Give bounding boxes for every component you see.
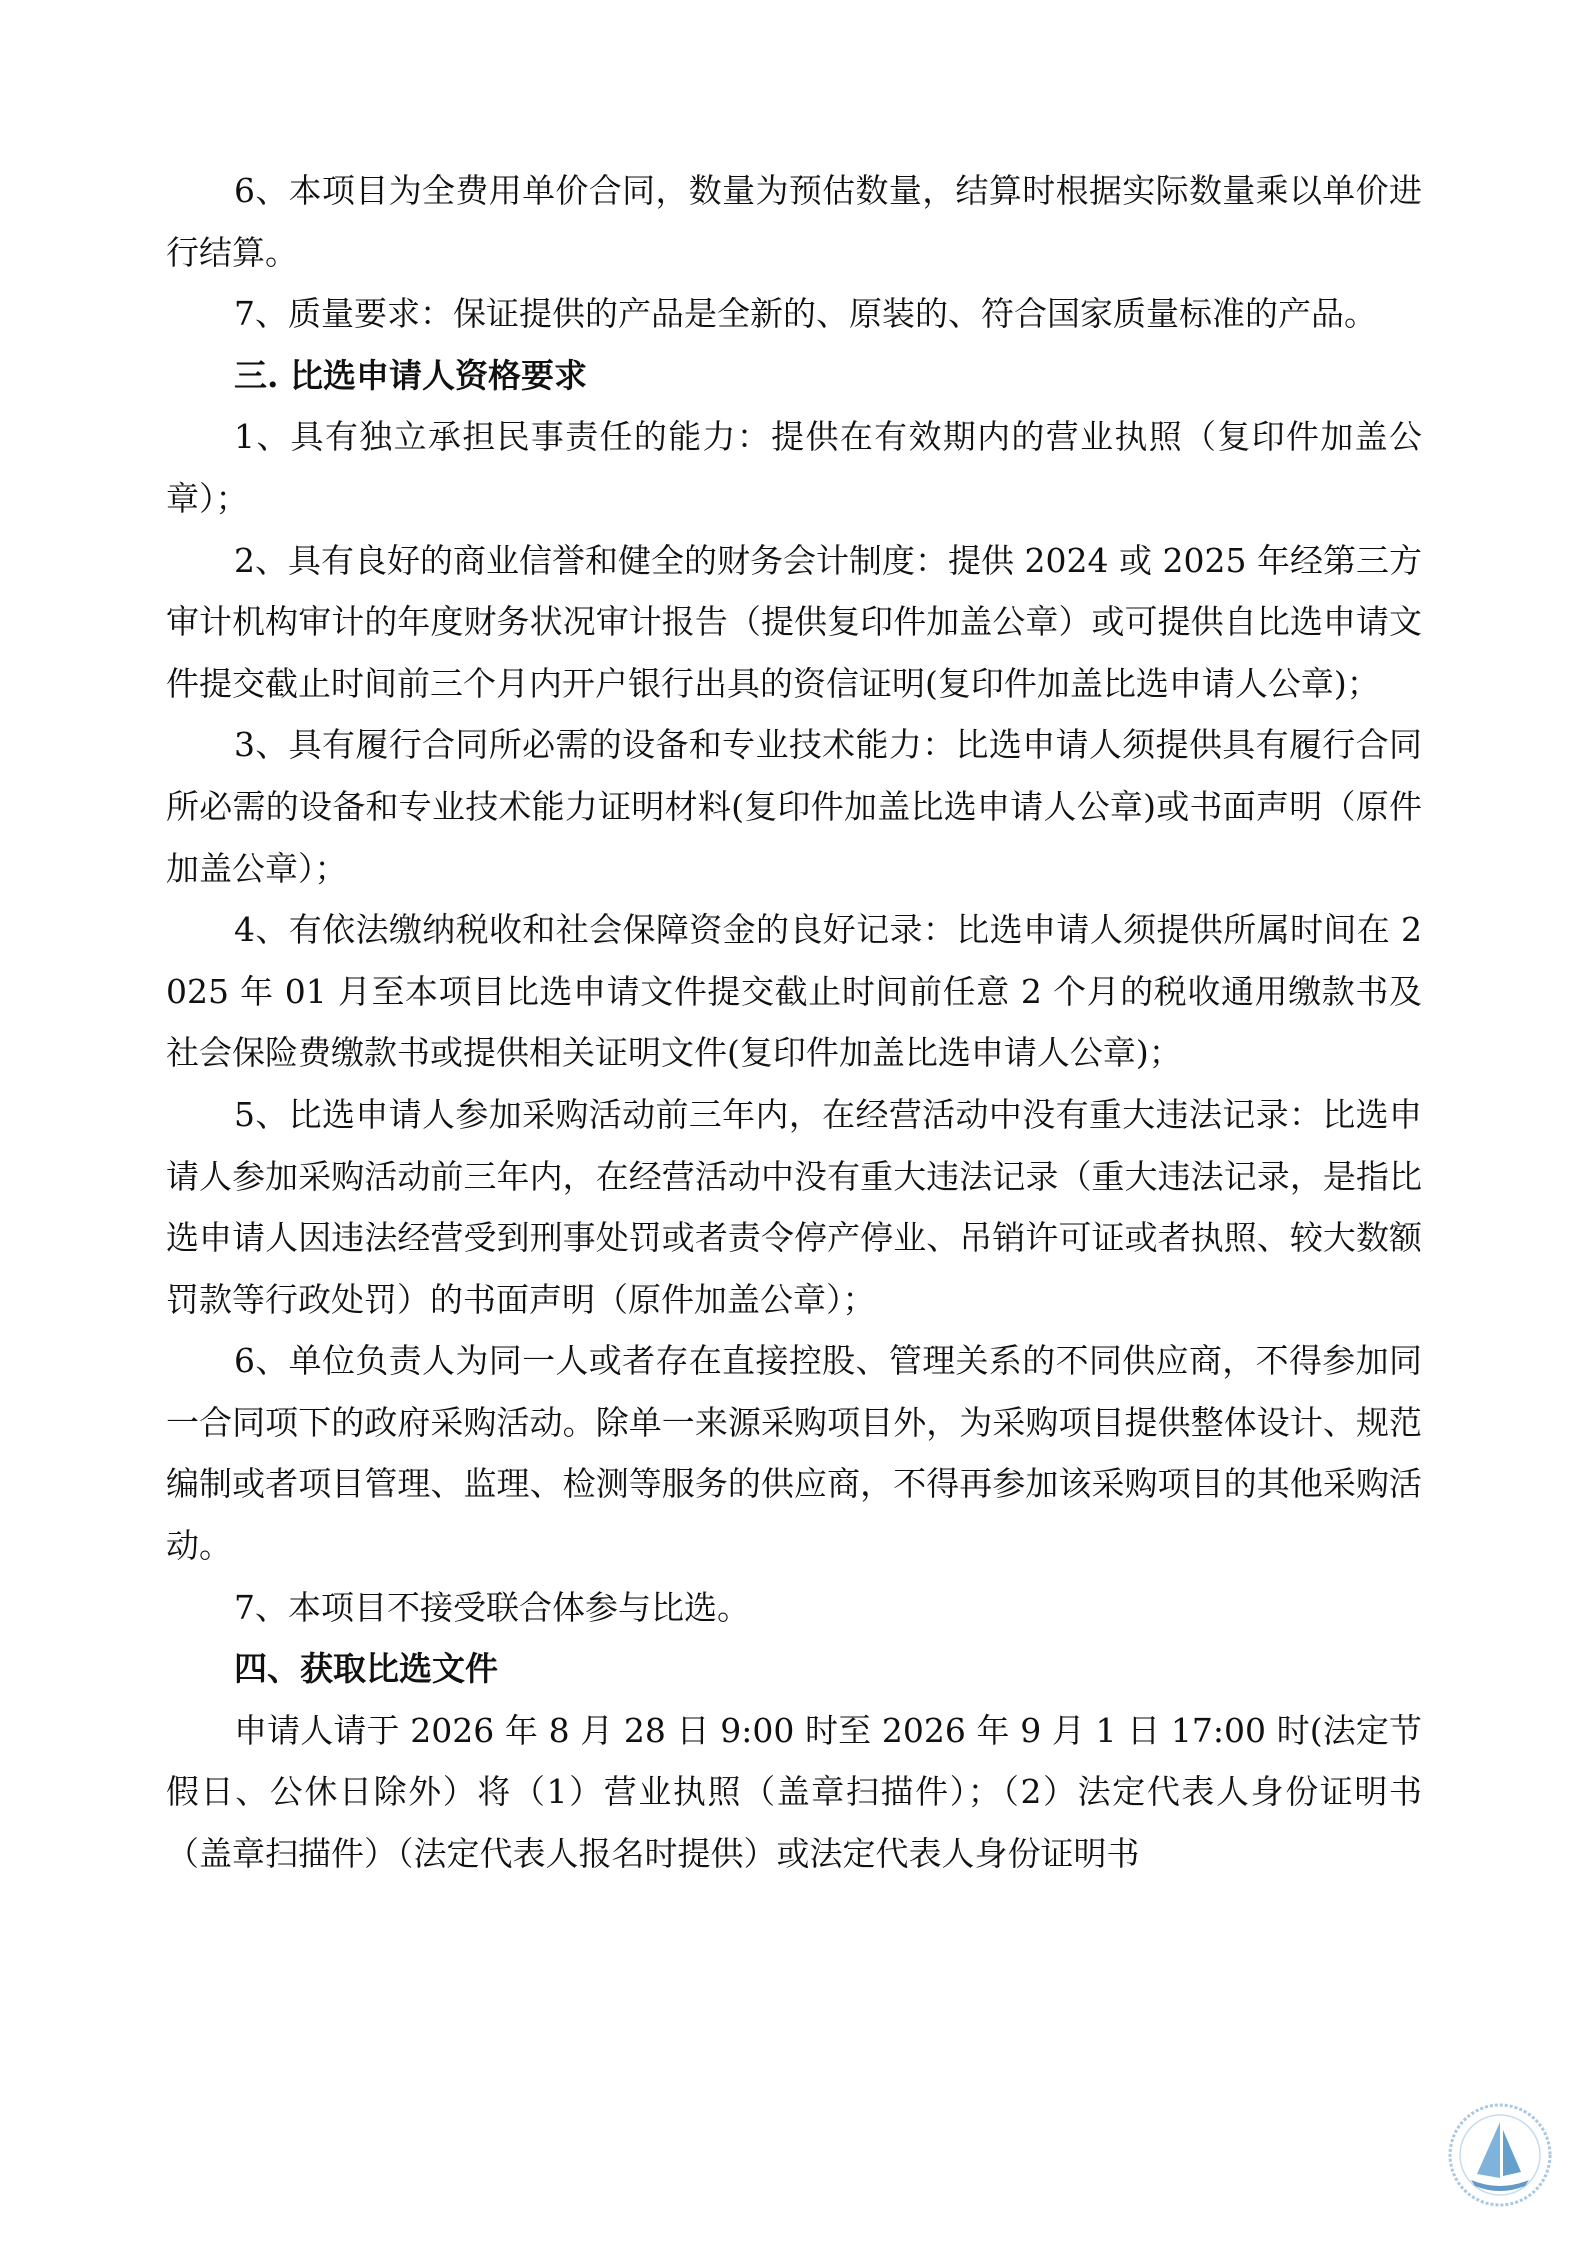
section-heading-qualifications: 三. 比选申请人资格要求	[234, 355, 587, 395]
section-heading-obtain-documents: 四、获取比选文件	[234, 1649, 498, 1689]
paragraph-qualification-5: 5、比选申请人参加采购活动前三年内，在经营活动中没有重大违法记录：比选申请人参加采购活动前三年内，在经营活动中没有重大违法记录（重大违法记录，是指比选申请人因违法经营受到刑事处罚或者责令停产停业、吊销许可证或者执照、较大数额罚款等行政处罚）的书面声明（原件加盖公章）；	[166, 1094, 1422, 1319]
paragraph-qualification-2: 2、具有良好的商业信誉和健全的财务会计制度：提供 2024 或 2025 年经第三方审计机构审计的年度财务状况审计报告（提供复印件加盖公章）或可提供自比选申请文件提交截止时间前三个月内开户银行出具的资信证明(复印件加盖比选申请人公章)；	[166, 540, 1422, 703]
paragraph-qualification-4: 4、有依法缴纳税收和社会保障资金的良好记录：比选申请人须提供所属时间在 2025 年 01 月至本项目比选申请文件提交截止时间前任意 2 个月的税收通用缴款书及社会保险费缴款书或提供相关证明文件(复印件加盖比选申请人公章)；	[166, 910, 1422, 1073]
paragraph-qualification-3: 3、具有履行合同所必需的设备和专业技术能力：比选申请人须提供具有履行合同所必需的设备和专业技术能力证明材料(复印件加盖比选申请人公章)或书面声明（原件加盖公章）；	[166, 725, 1422, 888]
paragraph-qualification-7: 7、本项目不接受联合体参与比选。	[234, 1587, 750, 1627]
paragraph-contract-type: 6、本项目为全费用单价合同，数量为预估数量，结算时根据实际数量乘以单价进行结算。	[166, 171, 1422, 272]
paragraph-quality-requirement: 7、质量要求：保证提供的产品是全新的、原装的、符合国家质量标准的产品。	[234, 294, 1377, 334]
school-sailboat-emblem-icon	[1445, 2100, 1555, 2210]
paragraph-qualification-6: 6、单位负责人为同一人或者存在直接控股、管理关系的不同供应商，不得参加同一合同项下的政府采购活动。除单一来源采购项目外，为采购项目提供整体设计、规范编制或者项目管理、监理、检测等服务的供应商，不得再参加该采购项目的其他采购活动。	[166, 1341, 1422, 1566]
paragraph-qualification-1: 1、具有独立承担民事责任的能力：提供在有效期内的营业执照（复印件加盖公章）；	[166, 417, 1422, 518]
paragraph-application-period: 申请人请于 2026 年 8 月 28 日 9:00 时至 2026 年 9 月 1 日 17:00 时(法定节假日、公休日除外）将（1）营业执照（盖章扫描件）；（2）法定代表人身份证明书（盖章扫描件）（法定代表人报名时提供）或法定代表人身份证明书	[166, 1710, 1422, 1874]
document-body	[166, 160, 1422, 1885]
